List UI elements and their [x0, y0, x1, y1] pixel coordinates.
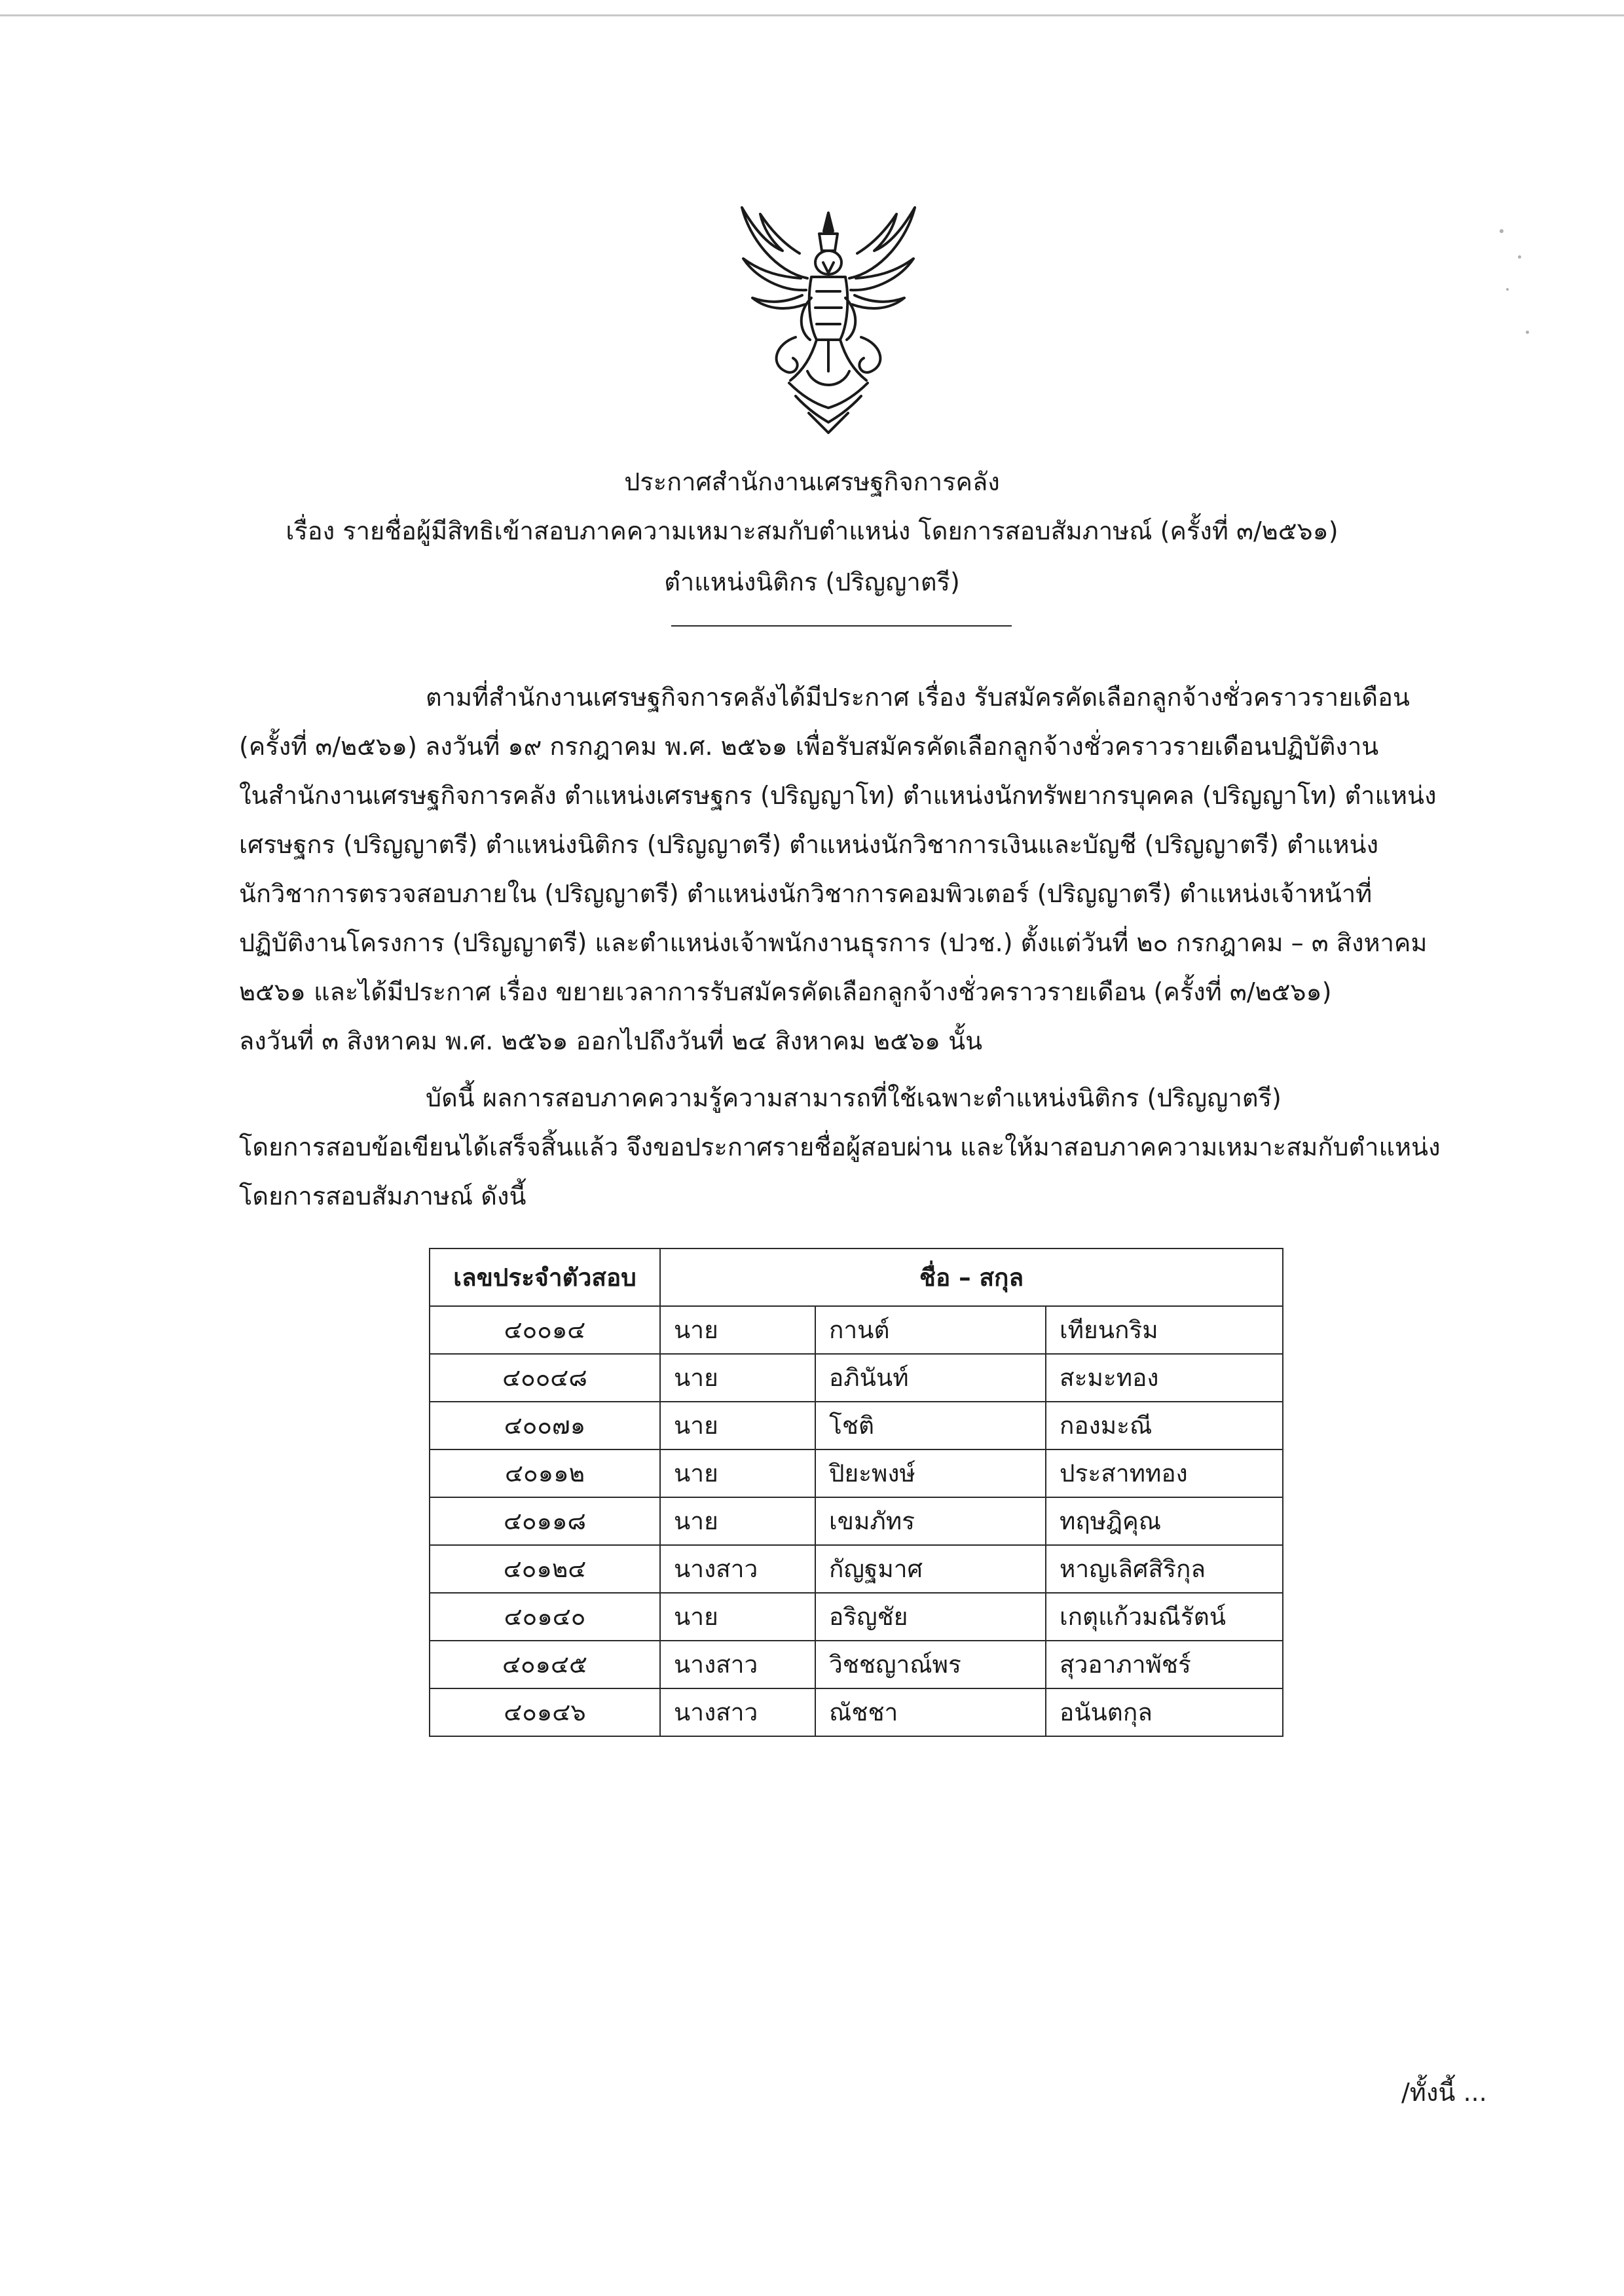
- first-name-cell: กานต์: [815, 1306, 1046, 1354]
- announcement-title: ประกาศสำนักงานเศรษฐกิจการคลัง: [624, 467, 1000, 496]
- first-name-cell: เขมภัทร: [815, 1497, 1046, 1545]
- exam-id-cell: ๔๐๑๒๔: [430, 1545, 660, 1593]
- last-name-cell: อนันตกุล: [1046, 1688, 1283, 1736]
- paragraph-line: (ครั้งที่ ๓/๒๕๖๑) ลงวันที่ ๑๙ กรกฎาคม พ.ศ. ๒๕๖๑ เพื่อรับสมัครคัดเลือกลูกจ้างชั่วคราวรายเดือนปฏิบัติงาน: [239, 732, 1379, 761]
- paragraph-line: ตามที่สำนักงานเศรษฐกิจการคลังได้มีประกาศ เรื่อง รับสมัครคัดเลือกลูกจ้างชั่วคราวรายเดือน: [426, 683, 1410, 712]
- scan-speck: [1526, 331, 1529, 334]
- name-prefix-cell: นางสาว: [660, 1641, 815, 1688]
- table-row: [430, 1497, 1283, 1545]
- paragraph-line: โดยการสอบสัมภาษณ์ ดังนี้: [239, 1182, 526, 1211]
- paragraph-line: เศรษฐกร (ปริญญาตรี) ตำแหน่งนิติกร (ปริญญาตรี) ตำแหน่งนักวิชาการเงินและบัญชี (ปริญญาตรี) ตำแหน่ง: [239, 830, 1379, 859]
- last-name-cell: เกตุแก้วมณีรัตน์: [1046, 1593, 1283, 1641]
- last-name-cell: เทียนกริม: [1046, 1306, 1283, 1354]
- exam-id-cell: ๔๐๐๔๘: [430, 1354, 660, 1402]
- scan-edge-line: [0, 14, 1624, 16]
- first-name-cell: โชติ: [815, 1402, 1046, 1449]
- exam-id-cell: ๔๐๑๑๘: [430, 1497, 660, 1545]
- paragraph-line: ในสำนักงานเศรษฐกิจการคลัง ตำแหน่งเศรษฐกร (ปริญญาโท) ตำแหน่งนักทรัพยากรบุคคล (ปริญญาโท) ตำแหน่ง: [239, 781, 1437, 810]
- exam-id-cell: ๔๐๑๑๒: [430, 1449, 660, 1497]
- exam-id-cell: ๔๐๑๔๐: [430, 1593, 660, 1641]
- paragraph-line: ปฏิบัติงานโครงการ (ปริญญาตรี) และตำแหน่งเจ้าพนักงานธุรการ (ปวช.) ตั้งแต่วันที่ ๒๐ กรกฎาคม – ๓ สิงหาคม: [239, 928, 1428, 957]
- announcement-position: ตำแหน่งนิติกร (ปริญญาตรี): [664, 568, 960, 596]
- last-name-cell: หาญเลิศสิริกุล: [1046, 1545, 1283, 1593]
- table-header-row: [430, 1248, 1283, 1306]
- table-row: [430, 1402, 1283, 1449]
- first-name-cell: ณัชชา: [815, 1688, 1046, 1736]
- paragraph-line: โดยการสอบข้อเขียนได้เสร็จสิ้นแล้ว จึงขอประกาศรายชื่อผู้สอบผ่าน และให้มาสอบภาคความเหมาะสมกับตำแหน่ง: [239, 1133, 1441, 1161]
- candidate-table: [429, 1248, 1283, 1737]
- name-prefix-cell: นาย: [660, 1593, 815, 1641]
- last-name-cell: สะมะทอง: [1046, 1354, 1283, 1402]
- first-name-cell: วิชชญาณ์พร: [815, 1641, 1046, 1688]
- column-header-exam-id: เลขประจำตัวสอบ: [430, 1248, 660, 1306]
- name-prefix-cell: นาย: [660, 1306, 815, 1354]
- column-header-full-name: ชื่อ – สกุล: [660, 1248, 1283, 1306]
- scan-speck: [1518, 255, 1521, 259]
- table-row: [430, 1641, 1283, 1688]
- title-underline: [671, 625, 1012, 627]
- paragraph-line: ๒๕๖๑ และได้มีประกาศ เรื่อง ขยายเวลาการรับสมัครคัดเลือกลูกจ้างชั่วคราวรายเดือน (ครั้งที่ ๓/๒๕๖๑): [239, 977, 1332, 1006]
- last-name-cell: ประสาททอง: [1046, 1449, 1283, 1497]
- name-prefix-cell: นางสาว: [660, 1688, 815, 1736]
- table-row: [430, 1306, 1283, 1354]
- continuation-marker: /ทั้งนี้ ...: [1401, 2078, 1487, 2107]
- name-prefix-cell: นาย: [660, 1402, 815, 1449]
- table-row: [430, 1354, 1283, 1402]
- first-name-cell: อริญชัย: [815, 1593, 1046, 1641]
- table-row: [430, 1593, 1283, 1641]
- paragraph-background: [239, 673, 1483, 1066]
- last-name-cell: กองมะณี: [1046, 1402, 1283, 1449]
- exam-id-cell: ๔๐๑๔๖: [430, 1688, 660, 1736]
- table-row: [430, 1545, 1283, 1593]
- name-prefix-cell: นางสาว: [660, 1545, 815, 1593]
- paragraph-result: [239, 1074, 1483, 1221]
- announcement-subject: เรื่อง รายชื่อผู้มีสิทธิเข้าสอบภาคความเหมาะสมกับตำแหน่ง โดยการสอบสัมภาษณ์ (ครั้งที่ ๓/๒๕๖๑): [286, 517, 1338, 545]
- paragraph-line: ลงวันที่ ๓ สิงหาคม พ.ศ. ๒๕๖๑ ออกไปถึงวันที่ ๒๔ สิงหาคม ๒๕๖๑ นั้น: [239, 1027, 983, 1055]
- paragraph-line: บัดนี้ ผลการสอบภาคความรู้ความสามารถที่ใช้เฉพาะตำแหน่งนิติกร (ปริญญาตรี): [426, 1084, 1282, 1112]
- scan-speck: [1506, 288, 1509, 291]
- first-name-cell: ปิยะพงษ์: [815, 1449, 1046, 1497]
- last-name-cell: ทฤษฎิคุณ: [1046, 1497, 1283, 1545]
- name-prefix-cell: นาย: [660, 1497, 815, 1545]
- exam-id-cell: ๔๐๑๔๕: [430, 1641, 660, 1688]
- name-prefix-cell: นาย: [660, 1449, 815, 1497]
- exam-id-cell: ๔๐๐๑๔: [430, 1306, 660, 1354]
- first-name-cell: อภินันท์: [815, 1354, 1046, 1402]
- exam-id-cell: ๔๐๐๗๑: [430, 1402, 660, 1449]
- table-row: [430, 1449, 1283, 1497]
- paragraph-line: นักวิชาการตรวจสอบภายใน (ปริญญาตรี) ตำแหน่งนักวิชาการคอมพิวเตอร์ (ปริญญาตรี) ตำแหน่งเจ้าหน้าที่: [239, 879, 1373, 908]
- last-name-cell: สุวอาภาพัชร์: [1046, 1641, 1283, 1688]
- table-row: [430, 1688, 1283, 1736]
- name-prefix-cell: นาย: [660, 1354, 815, 1402]
- first-name-cell: กัญฐมาศ: [815, 1545, 1046, 1593]
- garuda-emblem-icon: [730, 200, 927, 439]
- scan-speck: [1500, 229, 1504, 233]
